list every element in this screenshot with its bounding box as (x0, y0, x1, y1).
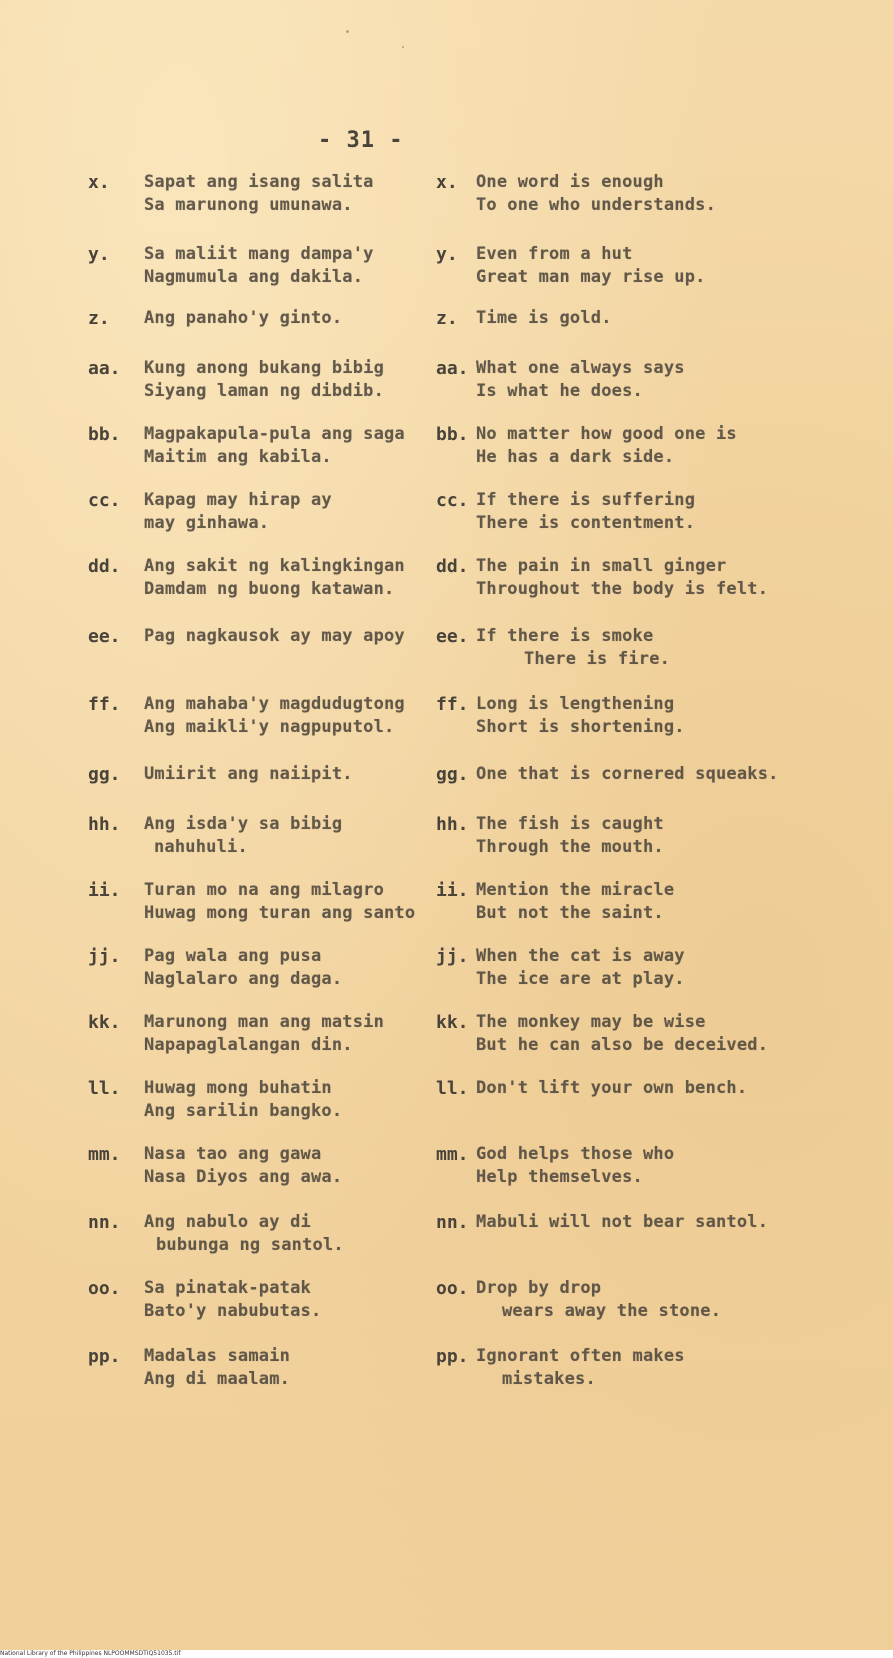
entry-label-tagalog: ll. (88, 1078, 121, 1099)
english-line: Throughout the body is felt. (476, 579, 769, 599)
tagalog-line: Pag nagkausok ay may apoy (144, 626, 405, 646)
tagalog-line: Nagmumula ang dakila. (144, 267, 364, 287)
english-line: The pain in small ginger (476, 556, 727, 576)
tagalog-line: Siyang laman ng dibdib. (144, 381, 385, 401)
tagalog-line: Umiirit ang naiipit. (144, 764, 353, 784)
entry-label-english: kk. (436, 1012, 469, 1033)
tagalog-line: Pag wala ang pusa (144, 946, 322, 966)
tagalog-line: Kung anong bukang bibig (144, 358, 385, 378)
english-line: To one who understands. (476, 195, 717, 215)
entry-label-tagalog: cc. (88, 490, 121, 511)
tagalog-line: Ang sarilin bangko. (144, 1101, 343, 1121)
entry-label-english: aa. (436, 358, 469, 379)
entry-label-english: oo. (436, 1278, 469, 1299)
tagalog-line: Ang di maalam. (144, 1369, 291, 1389)
tagalog-line: Turan mo na ang milagro (144, 880, 385, 900)
english-line: Drop by drop (476, 1278, 602, 1298)
entry-label-english: ff. (436, 694, 469, 715)
tagalog-line: Ang nabulo ay di (144, 1212, 311, 1232)
english-line: No matter how good one is (476, 424, 737, 444)
entry-label-tagalog: gg. (88, 764, 121, 785)
entry-label-english: gg. (436, 764, 469, 785)
entry-label-tagalog: aa. (88, 358, 121, 379)
paper-speck (402, 46, 404, 48)
english-line: Is what he does. (476, 381, 643, 401)
entry-label-english: nn. (436, 1212, 469, 1233)
entry-label-english: bb. (436, 424, 469, 445)
tagalog-line: Ang mahaba'y magdudugtong (144, 694, 405, 714)
tagalog-line: Maitim ang kabila. (144, 447, 332, 467)
english-line: Time is gold. (476, 308, 612, 328)
entry-label-english: mm. (436, 1144, 469, 1165)
tagalog-line: Sa marunong umunawa. (144, 195, 353, 215)
entry-label-tagalog: jj. (88, 946, 121, 967)
english-line: If there is suffering (476, 490, 696, 510)
english-line: wears away the stone. (502, 1301, 722, 1321)
english-line: Ignorant often makes (476, 1346, 685, 1366)
entry-label-tagalog: z. (88, 308, 110, 329)
entry-label-tagalog: mm. (88, 1144, 121, 1165)
tagalog-line: may ginhawa. (144, 513, 270, 533)
entry-label-tagalog: ee. (88, 626, 121, 647)
entry-label-tagalog: pp. (88, 1346, 121, 1367)
entry-label-english: ii. (436, 880, 469, 901)
entry-label-tagalog: hh. (88, 814, 121, 835)
entry-label-english: x. (436, 172, 458, 193)
english-line: The fish is caught (476, 814, 664, 834)
english-line: Long is lengthening (476, 694, 675, 714)
english-line: But not the saint. (476, 903, 664, 923)
tagalog-line: Napapaglalangan din. (144, 1035, 353, 1055)
entry-label-english: z. (436, 308, 458, 329)
entry-label-english: ee. (436, 626, 469, 647)
tagalog-line: bubunga ng santol. (156, 1235, 344, 1255)
english-line: He has a dark side. (476, 447, 675, 467)
scan-footer-caption: National Library of the Philippines NLPOOMMSDTIQ51035.tif (0, 1650, 181, 1657)
entry-label-english: jj. (436, 946, 469, 967)
entry-label-tagalog: ff. (88, 694, 121, 715)
english-line: When the cat is away (476, 946, 685, 966)
entry-label-english: cc. (436, 490, 469, 511)
entry-label-english: pp. (436, 1346, 469, 1367)
tagalog-line: Huwag mong buhatin (144, 1078, 332, 1098)
english-line: Mabuli will not bear santol. (476, 1212, 769, 1232)
english-line: The ice are at play. (476, 969, 685, 989)
english-line: Even from a hut (476, 244, 633, 264)
tagalog-line: Naglalaro ang daga. (144, 969, 343, 989)
tagalog-line: nahuhuli. (154, 837, 248, 857)
paper-speck (346, 30, 349, 33)
entry-label-english: y. (436, 244, 458, 265)
entry-label-tagalog: bb. (88, 424, 121, 445)
english-line: Don't lift your own bench. (476, 1078, 748, 1098)
tagalog-line: Marunong man ang matsin (144, 1012, 385, 1032)
tagalog-line: Kapag may hirap ay (144, 490, 332, 510)
entry-label-tagalog: dd. (88, 556, 121, 577)
entry-label-tagalog: kk. (88, 1012, 121, 1033)
entry-label-tagalog: nn. (88, 1212, 121, 1233)
english-line: One that is cornered squeaks. (476, 764, 779, 784)
entry-label-english: hh. (436, 814, 469, 835)
tagalog-line: Magpakapula-pula ang saga (144, 424, 405, 444)
tagalog-line: Sapat ang isang salita (144, 172, 374, 192)
english-line: The monkey may be wise (476, 1012, 706, 1032)
tagalog-line: Nasa Diyos ang awa. (144, 1167, 343, 1187)
english-line: There is contentment. (476, 513, 696, 533)
entry-label-english: dd. (436, 556, 469, 577)
english-line: There is fire. (524, 649, 671, 669)
english-line: If there is smoke (476, 626, 654, 646)
page-number: - 31 - (318, 128, 404, 153)
english-line: mistakes. (502, 1369, 596, 1389)
tagalog-line: Sa pinatak-patak (144, 1278, 311, 1298)
tagalog-line: Ang panaho'y ginto. (144, 308, 343, 328)
english-line: What one always says (476, 358, 685, 378)
entry-label-tagalog: x. (88, 172, 110, 193)
english-line: Help themselves. (476, 1167, 643, 1187)
english-line: But he can also be deceived. (476, 1035, 769, 1055)
english-line: One word is enough (476, 172, 664, 192)
tagalog-line: Ang sakit ng kalingkingan (144, 556, 405, 576)
footer-strip (0, 1650, 893, 1658)
entry-label-tagalog: ii. (88, 880, 121, 901)
tagalog-line: Damdam ng buong katawan. (144, 579, 395, 599)
tagalog-line: Ang isda'y sa bibig (144, 814, 343, 834)
tagalog-line: Bato'y nabubutas. (144, 1301, 322, 1321)
tagalog-line: Huwag mong turan ang santo (144, 903, 416, 923)
english-line: Through the mouth. (476, 837, 664, 857)
tagalog-line: Sa maliit mang dampa'y (144, 244, 374, 264)
entry-label-tagalog: oo. (88, 1278, 121, 1299)
english-line: Great man may rise up. (476, 267, 706, 287)
tagalog-line: Nasa tao ang gawa (144, 1144, 322, 1164)
tagalog-line: Ang maikli'y nagpuputol. (144, 717, 395, 737)
english-line: God helps those who (476, 1144, 675, 1164)
tagalog-line: Madalas samain (144, 1346, 291, 1366)
english-line: Mention the miracle (476, 880, 675, 900)
entry-label-tagalog: y. (88, 244, 110, 265)
entry-label-english: ll. (436, 1078, 469, 1099)
english-line: Short is shortening. (476, 717, 685, 737)
